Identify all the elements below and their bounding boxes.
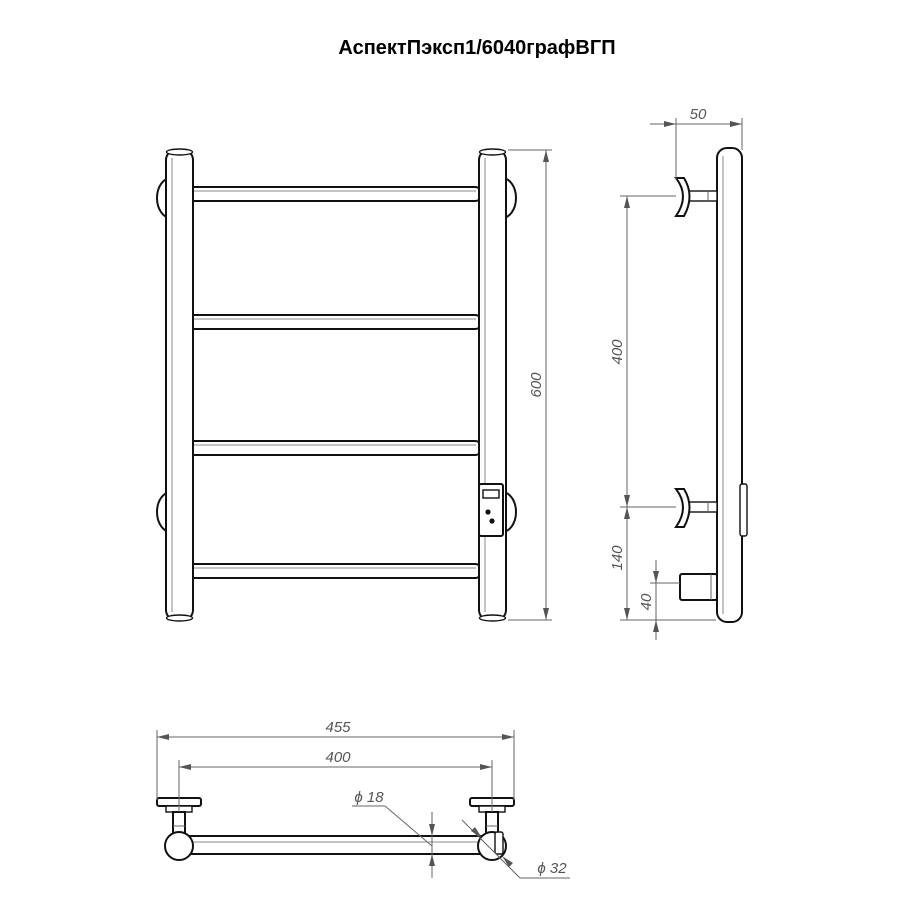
top-mount-pin-left [173, 812, 185, 834]
side-switch-box [740, 484, 747, 536]
front-view [157, 149, 552, 621]
riser-right [479, 150, 506, 620]
dim-riser-diameter: ϕ 32 [537, 860, 567, 877]
top-view [157, 719, 570, 878]
side-mount-flange-top [676, 178, 690, 216]
rung-4 [186, 564, 482, 578]
rung-1 [186, 187, 482, 201]
top-riser-left [165, 832, 193, 860]
switch-dot-bottom [489, 518, 494, 523]
dim-total-height: 600 [528, 372, 545, 398]
riser-left [166, 150, 193, 620]
side-mount-flange-bottom [676, 489, 690, 527]
rung-3 [186, 441, 482, 455]
top-mount-pin-right [486, 812, 498, 834]
drawing-title: АспектПэксп1/6040графВГП [338, 37, 616, 59]
dim-bottom-offset: 140 [609, 545, 626, 571]
dim-total-width: 455 [325, 719, 351, 736]
side-view [609, 106, 747, 640]
switch-dot-top [485, 509, 490, 514]
dim-mount-distance: 400 [609, 339, 626, 365]
dim-axis-width: 400 [325, 749, 351, 766]
top-rung [178, 836, 494, 854]
dim-side-depth: 50 [689, 106, 707, 123]
dim-element-height: 40 [638, 593, 655, 611]
dim-rung-diameter: ϕ 18 [354, 789, 384, 806]
rung-2 [186, 315, 482, 329]
side-riser [717, 148, 742, 622]
